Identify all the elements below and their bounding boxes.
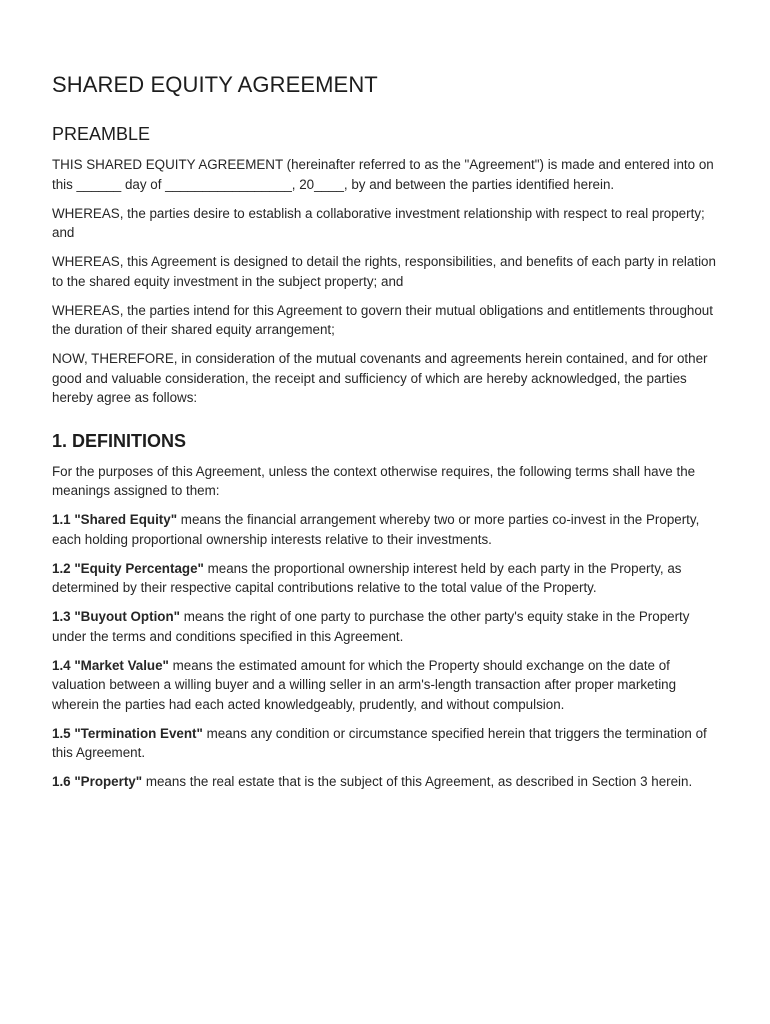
definition-item [52,724,720,763]
definition-text: means the financial arrangement whereby two or more parties co-invest in the Property, each holding proportional ownership interests relative to their investments. [52,512,700,547]
definition-text: means the right of one party to purchase the other party's equity stake in the Property under the terms and conditions specified in this Agreement. [52,609,690,644]
whereas-paragraph: WHEREAS, the parties intend for this Agreement to govern their mutual obligations and entitlements throughout the duration of their shared equity arrangement; [52,302,713,337]
definition-item [52,607,720,646]
definition-text: means the proportional ownership interest held by each party in the Property, as determined by their respective capital contributions relative to the total value of the Property. [52,560,682,595]
definition-term: 1.5 "Termination Event" [52,725,203,741]
preamble-paragraph: THIS SHARED EQUITY AGREEMENT (hereinafter referred to as the "Agreement") is made and entered into on this ______ day of _________________, 20____, by and between the parties identified herein. [52,157,714,192]
definition-term: 1.3 "Buyout Option" [52,609,181,624]
definition-text: means any condition or circumstance specified herein that triggers the termination of this Agreement. [52,725,707,760]
definition-term: 1.2 "Equity Percentage" [52,560,204,576]
whereas-paragraph: WHEREAS, this Agreement is designed to detail the rights, responsibilities, and benefits of each party in relation to the shared equity investment in the subject property; and [52,254,716,289]
definition-term: 1.1 "Shared Equity" [52,512,178,527]
preamble-heading: PREAMBLE [52,124,151,144]
definition-item [52,559,720,598]
definition-term: 1.4 "Market Value" [52,657,169,673]
definition-item [52,656,720,715]
definitions-intro: For the purposes of this Agreement, unless the context otherwise requires, the following terms shall have the meanings assigned to them: [52,463,696,498]
now-therefore-paragraph: NOW, THEREFORE, in consideration of the mutual covenants and agreements herein contained, and for other good and valuable consideration, the receipt and sufficiency of which are hereby acknowledged, the parties hereby agree as follows: [52,351,708,405]
definition-item [52,510,720,549]
definition-term: 1.6 "Property" [52,774,143,789]
whereas-paragraph: WHEREAS, the parties desire to establish a collaborative investment relationship with respect to real property; and [52,205,705,240]
document-title: SHARED EQUITY AGREEMENT [52,72,378,97]
document-page [52,70,720,792]
definition-item [52,772,720,792]
definitions-heading: 1. DEFINITIONS [52,430,187,451]
definition-text: means the real estate that is the subject of this Agreement, as described in Section 3 herein. [142,774,693,789]
definition-text: means the estimated amount for which the Property should exchange on the date of valuation between a willing buyer and a willing seller in an arm's-length transaction after proper marketing wherein the parties had each acted knowledgeably, prudently, and without compulsion. [52,657,677,712]
